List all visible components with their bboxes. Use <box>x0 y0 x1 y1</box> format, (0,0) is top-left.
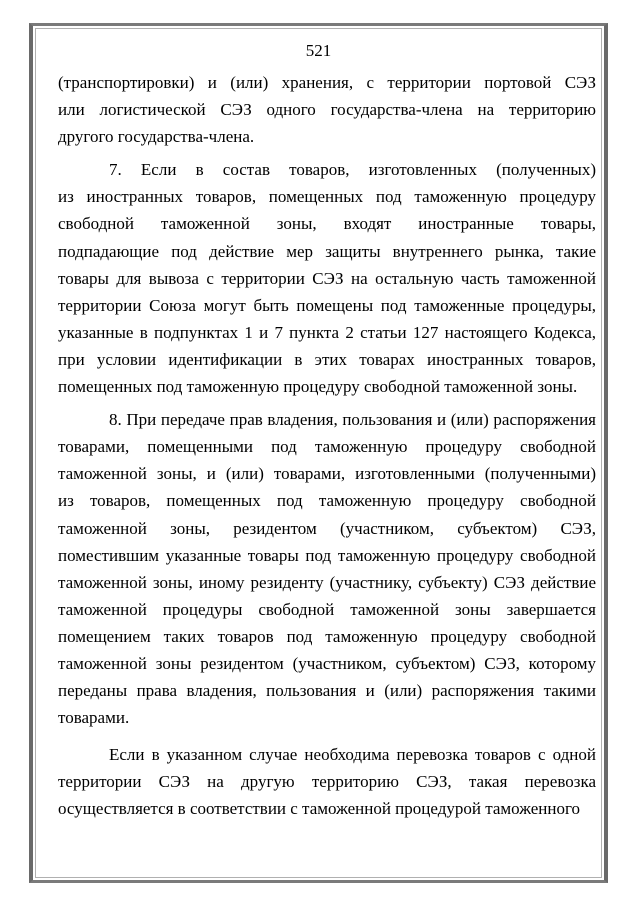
page-number: 521 <box>305 41 332 60</box>
text-line: осуществляется в соответствии с таможенной процедурой таможенного <box>58 799 581 819</box>
text-line: помещенных под таможенную процедуру свободной таможенной зоны. <box>58 377 578 397</box>
text-line: 7. Если в состав товаров, изготовленных (полученных) <box>109 160 596 180</box>
text-line: или логистической СЭЗ одного государства-члена на территорию <box>58 100 596 120</box>
text-line: помещением таких товаров под таможенную процедуру свободной <box>58 626 596 646</box>
text-line: товарами. <box>58 708 130 728</box>
paragraph <box>58 406 596 731</box>
text-line: поместившим указанные товары под таможенную процедуру свободной <box>58 545 596 565</box>
text-line: таможенной зоны, иному резиденту (участнику, субъекту) СЭЗ действие <box>58 572 596 592</box>
paragraph <box>58 156 596 400</box>
text-line: (транспортировки) и (или) хранения, с территории портовой СЭЗ <box>58 73 596 92</box>
text-line: территории СЭЗ на другую территорию СЭЗ, такая перевозка <box>58 772 596 792</box>
text-line: переданы права владения, пользования и (или) распоряжения такими <box>58 681 596 701</box>
text-line: из товаров, помещенных под таможенную процедуру свободной <box>58 491 596 511</box>
text-line: товарами, помещенными под таможенную процедуру свободной <box>58 437 596 457</box>
text-line: 8. При передаче прав владения, пользования и (или) распоряжения <box>109 410 596 430</box>
document-body <box>58 69 596 823</box>
text-line: из иностранных товаров, помещенных под таможенную процедуру <box>58 187 596 207</box>
text-line: подпадающие под действие мер защиты внутреннего рынка, такие <box>58 241 596 261</box>
text-line: другого государства-члена. <box>58 127 255 147</box>
text-line: таможенной зоны, резидентом (участником, субъектом) СЭЗ, <box>58 518 596 538</box>
text-line: Если в указанном случае необходима перевозка товаров с одной <box>109 745 596 765</box>
text-line: таможенной процедуры свободной таможенной зоны завершается <box>58 599 596 619</box>
text-line: товары для вывоза с территории СЭЗ на остальную часть таможенной <box>58 268 596 288</box>
text-line: при условии идентификации в этих товарах иностранных товаров, <box>58 349 596 369</box>
paragraph <box>58 69 596 150</box>
text-line: указанные в подпунктах 1 и 7 пункта 2 статьи 127 настоящего Кодекса, <box>58 322 596 342</box>
text-line: таможенной зоны, и (или) товарами, изготовленными (полученными) <box>58 464 596 484</box>
text-line: таможенной зоны резидентом (участником, субъектом) СЭЗ, которому <box>58 653 596 673</box>
text-line: свободной таможенной зоны, входят иностранные товары, <box>58 214 596 234</box>
paragraph <box>58 741 596 822</box>
text-line: территории Союза могут быть помещены под таможенные процедуры, <box>58 295 596 315</box>
